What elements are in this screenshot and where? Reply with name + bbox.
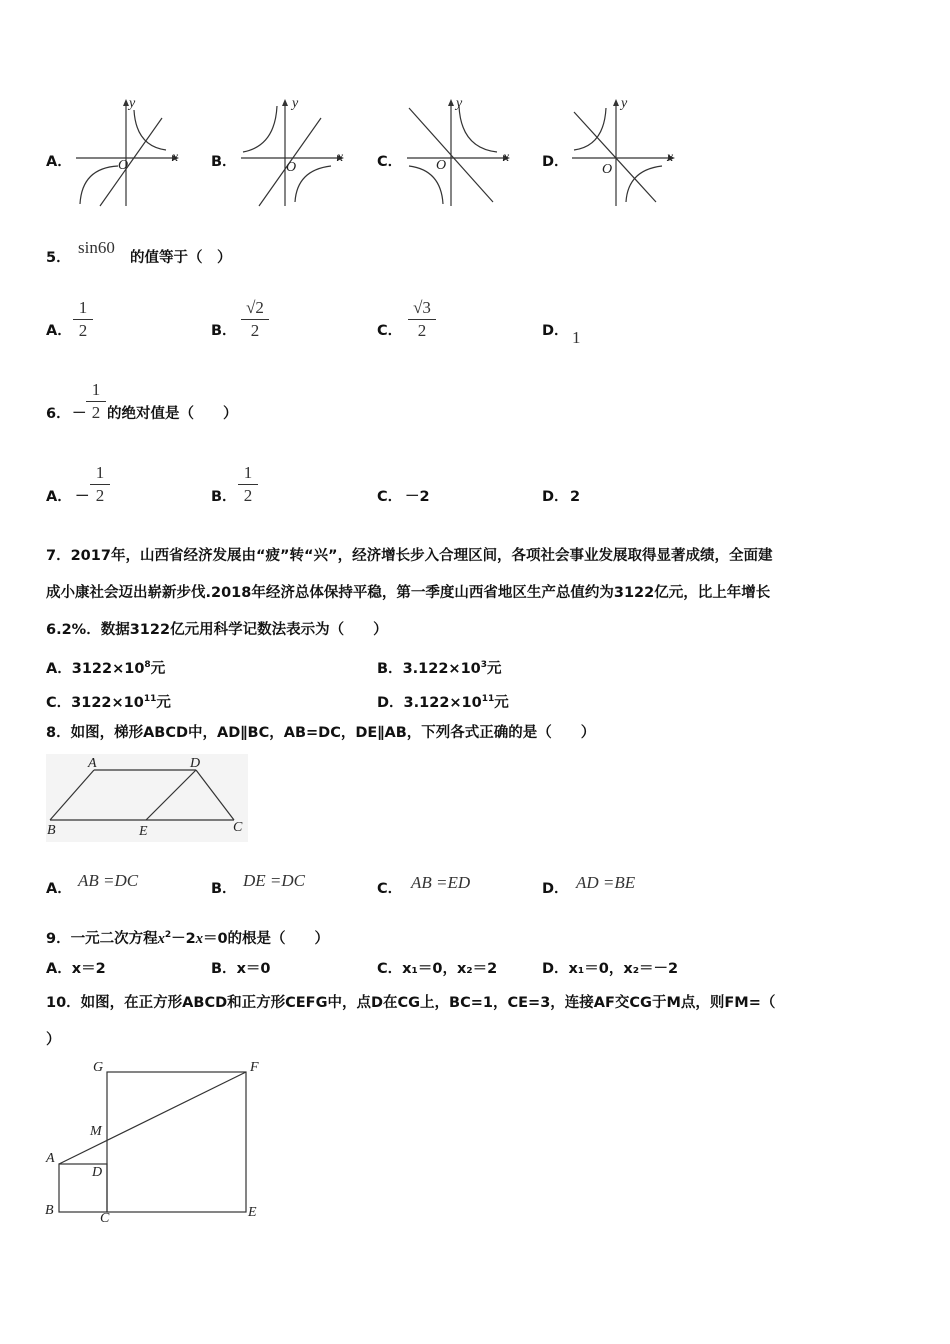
q5-option-d-label[interactable]: D． <box>542 323 569 339</box>
q7-c-exponent: 11 <box>143 694 157 704</box>
q5-option-c-fraction <box>408 298 436 341</box>
q7-option-b[interactable] <box>377 656 502 678</box>
q8-option-d-expr: AD =BE <box>576 873 636 892</box>
q8-label-d: D <box>190 756 201 771</box>
q5-number: 5． <box>46 250 71 266</box>
q6-minus: － <box>72 406 87 422</box>
q5-stem: 的值等于（ ） <box>130 250 232 266</box>
q4-option-c-label[interactable]: C． <box>377 154 403 170</box>
q9-stem-post: ＝0的根是（ ） <box>202 931 330 947</box>
q10-line-1: 10．如图，在正方形ABCD和正方形CEFG中，点D在CG上，BC=1，CE=3，连接AF交CG于M点，则FM=（ <box>46 995 776 1011</box>
q7-d-base: 3.122×10 <box>403 695 482 711</box>
q6-b-numerator: 1 <box>243 463 253 482</box>
q5-option-c-label[interactable]: C． <box>377 323 403 339</box>
q4-graph-b <box>237 98 349 208</box>
q7-a-base: 3122×10 <box>71 661 145 677</box>
q9-option-b[interactable] <box>211 960 271 978</box>
q8-option-a-expr: AB =DC <box>78 871 139 890</box>
q4-a-y-label: y <box>129 96 136 111</box>
q7-option-d[interactable] <box>377 690 509 712</box>
q7-a-label: A． <box>46 661 72 677</box>
q9-var-1: x <box>157 931 165 947</box>
q6-option-c-label[interactable]: C． <box>377 489 403 505</box>
q10-label-f: F <box>250 1060 259 1075</box>
q4-graph-c <box>403 98 515 208</box>
q4-b-y-label: y <box>292 96 299 111</box>
q7-line-2: 成小康社会迈出崭新步伐.2018年经济总体保持平稳，第一季度山西省地区生产总值约为3122亿元，比上年增长 <box>46 585 771 601</box>
q8-label-b: B <box>47 823 56 838</box>
q10-label-a: A <box>46 1151 55 1166</box>
q4-c-origin-label: O <box>436 158 447 173</box>
q6-option-a-minus: － <box>75 489 90 505</box>
q7-b-base: 3.122×10 <box>402 661 481 677</box>
q7-line-3: 6.2%．数据3122亿元用科学记数法表示为（ ） <box>46 622 388 638</box>
q10-label-m: M <box>90 1124 102 1139</box>
q9-square: 2 <box>164 930 172 940</box>
q6-fraction <box>86 380 106 423</box>
q9-b-label: B． <box>211 961 237 977</box>
q5-option-d-value: 1 <box>572 328 581 347</box>
q6-option-d-value: 2 <box>570 489 581 505</box>
q6-numerator: 1 <box>91 380 101 399</box>
q6-denominator: 2 <box>91 403 101 422</box>
q9-option-d[interactable] <box>542 960 678 978</box>
q7-line-1: 7．2017年，山西省经济发展由“疲”转“兴”，经济增长步入合理区间，各项社会事业发展取得显著成绩，全面建 <box>46 548 773 564</box>
q8-stem: 8．如图，梯形ABCD中，AD∥BC，AB=DC，DE∥AB，下列各式正确的是（ ） <box>46 725 596 741</box>
q4-b-x-label: x <box>337 150 344 165</box>
q5-a-denominator: 2 <box>78 321 88 340</box>
q8-option-a-label[interactable]: A． <box>46 881 72 897</box>
q8-option-b-label[interactable]: B． <box>211 881 237 897</box>
q10-line-2: ） <box>46 1032 61 1048</box>
q7-d-label: D． <box>377 695 404 711</box>
q4-option-d-label[interactable]: D． <box>542 154 569 170</box>
q5-b-numerator: √2 <box>246 298 264 317</box>
q9-c-text: x₁＝0，x₂＝2 <box>402 961 498 977</box>
q9-c-label: C． <box>377 961 403 977</box>
q5-c-numerator: √3 <box>413 298 431 317</box>
q6-option-d-label[interactable]: D． <box>542 489 569 505</box>
q5-option-a-label[interactable]: A． <box>46 323 72 339</box>
q9-stem-pre: 9．一元二次方程 <box>46 931 158 947</box>
q7-d-unit: 元 <box>494 695 509 711</box>
q4-d-origin-label: O <box>602 162 613 177</box>
q4-option-b-label[interactable]: B． <box>211 154 237 170</box>
q7-a-unit: 元 <box>150 661 166 677</box>
q8-option-b-expr: DE =DC <box>243 871 305 890</box>
q4-option-a-label[interactable]: A． <box>46 154 72 170</box>
q6-a-denominator: 2 <box>95 486 105 505</box>
q4-d-y-label: y <box>621 96 628 111</box>
q5-option-a-fraction <box>73 298 93 341</box>
q9-d-text: x₁＝0，x₂＝－2 <box>568 961 679 977</box>
q9-option-c[interactable] <box>377 960 497 978</box>
q10-label-b: B <box>45 1203 54 1218</box>
q8-option-d-label[interactable]: D． <box>542 881 569 897</box>
q4-c-y-label: y <box>456 96 463 111</box>
q9-option-a[interactable] <box>46 960 106 978</box>
q9-stem <box>46 926 329 948</box>
q8-option-c-label[interactable]: C． <box>377 881 403 897</box>
q5-a-numerator: 1 <box>78 298 88 317</box>
q8-label-e: E <box>139 824 148 839</box>
q9-b-text: x＝0 <box>236 961 271 977</box>
q7-c-base: 3122×10 <box>71 695 144 711</box>
q4-c-x-label: x <box>503 150 510 165</box>
q8-trapezoid-figure <box>46 754 251 844</box>
q7-option-c[interactable] <box>46 690 171 712</box>
q8-option-c-expr: AB =ED <box>411 873 471 892</box>
q9-var-2: x <box>195 931 203 947</box>
q6-a-numerator: 1 <box>95 463 105 482</box>
q6-option-b-fraction <box>238 463 258 506</box>
q8-label-a: A <box>88 756 97 771</box>
q10-label-g: G <box>93 1060 104 1075</box>
q4-graph-d <box>568 98 680 208</box>
q9-a-label: A． <box>46 961 72 977</box>
q6-option-a-fraction <box>90 463 110 506</box>
q6-option-b-label[interactable]: B． <box>211 489 237 505</box>
q4-d-x-label: x <box>667 150 674 165</box>
q7-b-unit: 元 <box>487 661 502 677</box>
q6-number: 6． <box>46 406 71 422</box>
q6-stem: 的绝对值是（ ） <box>107 406 238 422</box>
q9-d-label: D． <box>542 961 569 977</box>
q4-b-origin-label: O <box>286 160 297 175</box>
q4-a-x-label: x <box>172 150 179 165</box>
q5-c-denominator: 2 <box>417 321 427 340</box>
q10-label-e: E <box>248 1205 257 1220</box>
q6-option-a-label[interactable]: A． <box>46 489 72 505</box>
q7-c-unit: 元 <box>156 695 171 711</box>
q7-b-label: B． <box>377 661 403 677</box>
q4-graph-a <box>72 98 184 208</box>
q7-c-label: C． <box>46 695 72 711</box>
q7-a-exponent: 8 <box>144 660 151 670</box>
q5-b-denominator: 2 <box>250 321 260 340</box>
q9-stem-mid: －2 <box>171 931 196 947</box>
q9-a-text: x＝2 <box>71 961 106 977</box>
q10-label-c: C <box>100 1211 110 1226</box>
q7-option-a[interactable] <box>46 656 165 678</box>
q7-d-exponent: 11 <box>481 694 495 704</box>
q4-a-origin-label: O <box>118 158 129 173</box>
q6-option-c-value: －2 <box>405 489 430 505</box>
q8-label-c: C <box>233 820 243 835</box>
q5-option-b-label[interactable]: B． <box>211 323 237 339</box>
q10-squares-figure <box>40 1060 270 1230</box>
q5-expression: sin60 <box>78 238 115 257</box>
q6-b-denominator: 2 <box>243 486 253 505</box>
q10-label-d: D <box>92 1165 103 1180</box>
q7-b-exponent: 3 <box>480 660 488 670</box>
q5-option-b-fraction <box>241 298 269 341</box>
